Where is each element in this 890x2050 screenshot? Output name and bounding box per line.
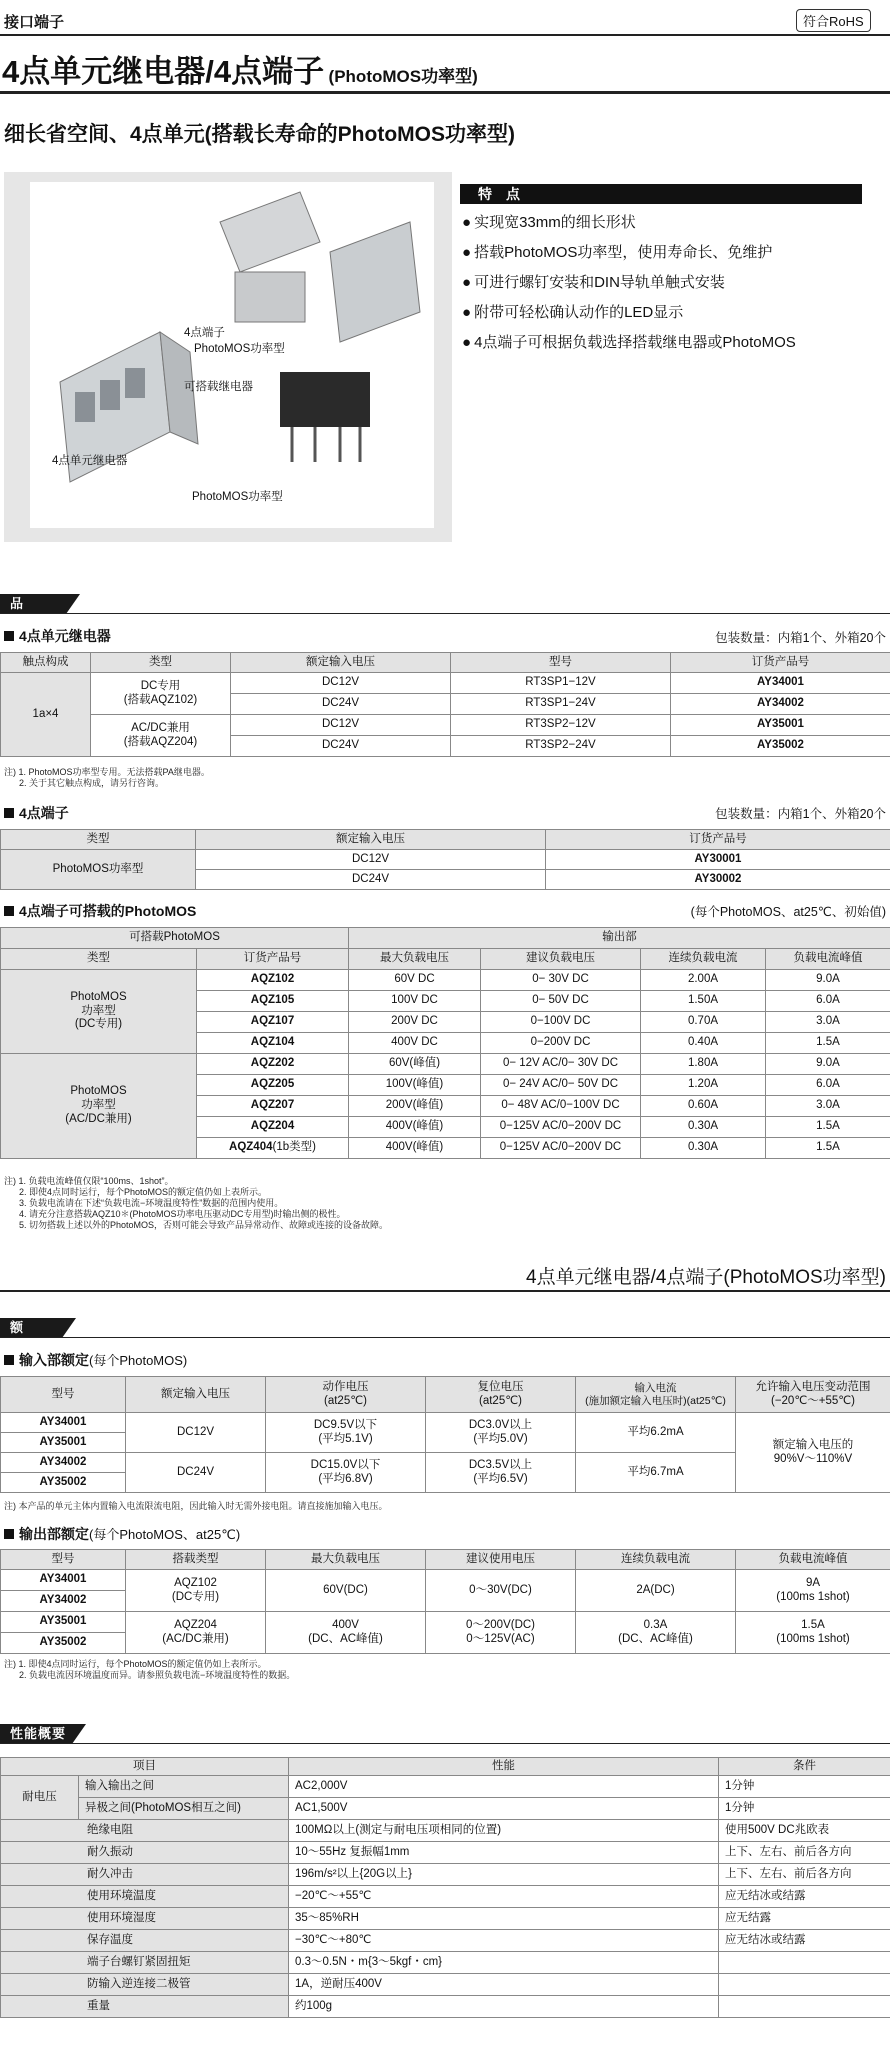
cell: [719, 1952, 890, 1974]
feature-item: ● 搭载PhotoMOS功率型，使用寿命长、免维护: [460, 238, 862, 268]
cell: DC9.5V以下 (平均5.1V): [266, 1413, 426, 1453]
th: 额定输入电压: [196, 830, 546, 850]
photo-frame: [30, 182, 434, 528]
type-cell: PhotoMOS 功率型 (AC/DC兼用): [1, 1054, 197, 1159]
type-cell: PhotoMOS 功率型 (DC专用): [1, 970, 197, 1054]
label-terminal-photomos: PhotoMOS功率型: [194, 343, 285, 355]
features-box: [460, 184, 862, 358]
relay-notes: 注) 1. PhotoMOS功率型专用。无法搭载PA继电器。 2. 关于其它触点构成，请另行咨询。: [4, 767, 210, 788]
cell: 0.30A: [641, 1138, 766, 1159]
cell: RT3SP1−24V: [451, 694, 671, 715]
cell: RT3SP2−12V: [451, 715, 671, 736]
cell: 平均6.2mA: [576, 1413, 736, 1453]
part-cell: AQZ207: [197, 1096, 349, 1117]
cell: DC12V: [126, 1413, 266, 1453]
th: 订货产品号: [671, 653, 890, 673]
type-cell: PhotoMOS功率型: [1, 850, 196, 890]
cell: 400V (DC、AC峰值): [266, 1612, 426, 1654]
cell: RT3SP1−12V: [451, 673, 671, 694]
input-rating-notes: 注) 本产品的单元主体内置输入电流限流电阻，因此输入时无需外接电阻。请直接施加输入电压。: [4, 1501, 388, 1511]
cell: 9.0A: [766, 970, 890, 991]
th-group: 输出部: [349, 928, 890, 949]
cell: DC12V: [231, 673, 451, 694]
th: 型号: [1, 1550, 126, 1570]
cell: 3.0A: [766, 1012, 890, 1033]
title-rule: [0, 91, 890, 94]
title-sub: (PhotoMOS功率型): [328, 67, 478, 86]
cell: 60V(DC): [266, 1570, 426, 1612]
performance-section-header: 性能概要: [0, 1724, 72, 1744]
page2-rule: [0, 1290, 890, 1292]
row-label: 耐久冲击: [1, 1864, 289, 1886]
cell: 应无结冰或结露: [719, 1886, 890, 1908]
part-cell: AQZ204: [197, 1117, 349, 1138]
terminal-image: [220, 192, 320, 322]
model-cell: AY34001: [1, 1413, 126, 1433]
order-cell: AY30001: [546, 850, 890, 870]
cell: 9.0A: [766, 1054, 890, 1075]
cell: 6.0A: [766, 991, 890, 1012]
th-group: 可搭载PhotoMOS: [1, 928, 349, 949]
th: 类型: [91, 653, 231, 673]
product-photo-area: [4, 172, 452, 542]
cell: 0−125V AC/0−200V DC: [481, 1117, 641, 1138]
type-cell: DC专用 (搭载AQZ102): [91, 673, 231, 715]
th: 允许输入电压变动范围 (−20℃～+55℃): [736, 1377, 890, 1413]
label-photomos: PhotoMOS功率型: [192, 491, 283, 503]
cell: DC24V: [196, 870, 546, 890]
th: 建议负载电压: [481, 949, 641, 970]
cell: 0− 50V DC: [481, 991, 641, 1012]
cell: 0.3～0.5N・m{3～5kgf・cm}: [289, 1952, 719, 1974]
model-cell: AY35002: [1, 1473, 126, 1493]
row-group-label: 耐电压: [1, 1776, 79, 1820]
cell: −30℃～+80℃: [289, 1930, 719, 1952]
cell: DC15.0V以下 (平均6.8V): [266, 1453, 426, 1493]
cell: −20℃～+55℃: [289, 1886, 719, 1908]
cell: 应无结冰或结露: [719, 1930, 890, 1952]
th: 负载电流峰值: [766, 949, 890, 970]
cell: DC24V: [231, 736, 451, 757]
cell: 400V(峰值): [349, 1117, 481, 1138]
cell: 60V DC: [349, 970, 481, 991]
products-rule: [0, 613, 890, 614]
cell: 200V(峰值): [349, 1096, 481, 1117]
cell: 0.30A: [641, 1117, 766, 1138]
cell: 0.3A (DC、AC峰值): [576, 1612, 736, 1654]
th: 连续负载电流: [641, 949, 766, 970]
part-cell: AQZ205: [197, 1075, 349, 1096]
row-label: 重量: [1, 1996, 289, 2018]
cell: 0−200V DC: [481, 1033, 641, 1054]
cell: 100V(峰值): [349, 1075, 481, 1096]
model-cell: AY34002: [1, 1591, 126, 1612]
order-cell: AY34001: [671, 673, 890, 694]
output-rating-title: 输出部额定(每个PhotoMOS、at25℃): [4, 1525, 240, 1544]
cell: 1.5A (100ms 1shot): [736, 1612, 890, 1654]
cell: 0− 24V AC/0− 50V DC: [481, 1075, 641, 1096]
cell: 上下、左右、前后各方向: [719, 1842, 890, 1864]
cell: [719, 1974, 890, 1996]
cell: 额定输入电压的 90%V～110%V: [736, 1413, 890, 1493]
cell: 1分钟: [719, 1798, 890, 1820]
cell: 196m/s²以上{20G以上}: [289, 1864, 719, 1886]
row-label: 绝缘电阻: [1, 1820, 289, 1842]
cell: [719, 1996, 890, 2018]
th: 连续负载电流: [576, 1550, 736, 1570]
cell: 使用500V DC兆欧表: [719, 1820, 890, 1842]
cell: DC3.5V以上 (平均6.5V): [426, 1453, 576, 1493]
cell: 0.40A: [641, 1033, 766, 1054]
mountable-cond: (每个PhotoMOS、at25℃、初始值): [690, 905, 886, 919]
header-rule: [0, 34, 890, 36]
cell: 0− 12V AC/0− 30V DC: [481, 1054, 641, 1075]
row-label: 防输入逆连接二极管: [1, 1974, 289, 1996]
row-label: 异极之间(PhotoMOS相互之间): [79, 1798, 289, 1820]
rating-rule: [0, 1337, 890, 1338]
feature-item: ● 4点端子可根据负载选择搭载继电器或PhotoMOS: [460, 328, 862, 358]
cell: 0− 48V AC/0−100V DC: [481, 1096, 641, 1117]
cell: DC24V: [126, 1453, 266, 1493]
title-main: 4点单元继电器/4点端子: [2, 54, 325, 89]
cell: AQZ204 (AC/DC兼用): [126, 1612, 266, 1654]
part-cell: AQZ102: [197, 970, 349, 991]
mountable-notes: 注) 1. 负载电流峰值仅限“100ms、1shot”。 2. 即使4点同时运行，每个PhotoMOS的额定值仍如上表所示。 3. 负载电流请在下述“负载电流−环境温度特性”数据的范围内使用。 4. 请充分注意搭载AQZ10＊(PhotoMOS功率电压驱动DC专用型)时输出侧的极性。 5. 切勿搭载上述以外的PhotoMOS，否则可能会导致产品异常动作、故障或连接的设备故障。: [4, 1176, 389, 1230]
rohs-badge: 符合RoHS: [796, 9, 871, 32]
cell: 100V DC: [349, 991, 481, 1012]
cell: 200V DC: [349, 1012, 481, 1033]
cell: 1分钟: [719, 1776, 890, 1798]
relay-title: 4点单元继电器: [4, 627, 111, 645]
th: 复位电压 (at25℃): [426, 1377, 576, 1413]
cell: 约100g: [289, 1996, 719, 2018]
th: 额定输入电压: [231, 653, 451, 673]
part-cell: AQZ104: [197, 1033, 349, 1054]
type-cell: AC/DC兼用 (搭载AQZ204): [91, 715, 231, 757]
cell: 400V(峰值): [349, 1138, 481, 1159]
cell: 0− 30V DC: [481, 970, 641, 991]
mountable-table: [0, 927, 890, 1159]
cell: 平均6.7mA: [576, 1453, 736, 1493]
features-list: [460, 208, 862, 358]
performance-table: [0, 1757, 890, 2018]
input-rating-table: [0, 1376, 890, 1493]
part-cell: AQZ202: [197, 1054, 349, 1075]
cell: DC12V: [196, 850, 546, 870]
mountable-title: 4点端子可搭载的PhotoMOS: [4, 902, 196, 920]
features-title: 特 点: [460, 184, 862, 204]
th: 类型: [1, 949, 197, 970]
th: 输入电流 (施加额定输入电压时)(at25℃): [576, 1377, 736, 1413]
order-cell: AY34002: [671, 694, 890, 715]
row-label: 保存温度: [1, 1930, 289, 1952]
feature-item: ● 实现宽33mm的细长形状: [460, 208, 862, 238]
cell: 1.80A: [641, 1054, 766, 1075]
row-label: 端子台螺钉紧固扭矩: [1, 1952, 289, 1974]
cell: DC12V: [231, 715, 451, 736]
row-label: 使用环境湿度: [1, 1908, 289, 1930]
cell: 0−125V AC/0−200V DC: [481, 1138, 641, 1159]
th: 性能: [289, 1758, 719, 1776]
feature-item: ● 可进行螺钉安装和DIN导轨单触式安装: [460, 268, 862, 298]
part-cell: AQZ105: [197, 991, 349, 1012]
cell: 10～55Hz 复振幅1mm: [289, 1842, 719, 1864]
cell: 1.5A: [766, 1033, 890, 1054]
cell: 0.70A: [641, 1012, 766, 1033]
part-cell: AQZ107: [197, 1012, 349, 1033]
page-subtitle: 细长省空间、4点单元(搭载长寿命的PhotoMOS功率型): [4, 123, 515, 146]
cell: 1.5A: [766, 1117, 890, 1138]
th: 型号: [451, 653, 671, 673]
order-cell: AY35002: [671, 736, 890, 757]
cover-image: [330, 222, 420, 342]
th: 触点构成: [1, 653, 91, 673]
cell: AC2,000V: [289, 1776, 719, 1798]
cell: 0−100V DC: [481, 1012, 641, 1033]
th: 类型: [1, 830, 196, 850]
relay-pack: 包装数量：内箱1个、外箱20个: [715, 631, 886, 645]
model-cell: AY35002: [1, 1633, 126, 1654]
cell: 35～85%RH: [289, 1908, 719, 1930]
photomos-image: [280, 372, 370, 462]
th: 订货产品号: [197, 949, 349, 970]
th: 动作电压 (at25℃): [266, 1377, 426, 1413]
relay-table: [0, 652, 890, 757]
order-cell: AY35001: [671, 715, 890, 736]
contact-cell: 1a×4: [1, 673, 91, 757]
cell: 上下、左右、前后各方向: [719, 1864, 890, 1886]
cell: DC3.0V以上 (平均5.0V): [426, 1413, 576, 1453]
row-label: 输入输出之间: [79, 1776, 289, 1798]
cell: 应无结露: [719, 1908, 890, 1930]
label-mountable: 可搭载继电器: [184, 381, 253, 393]
th: 最大负载电压: [349, 949, 481, 970]
th: 额定输入电压: [126, 1377, 266, 1413]
cell: DC24V: [231, 694, 451, 715]
rating-section-header: 额 定: [0, 1318, 62, 1338]
cell: 1.20A: [641, 1075, 766, 1096]
part-cell: AQZ404(1b类型): [197, 1138, 349, 1159]
terminal-pack: 包装数量：内箱1个、外箱20个: [715, 807, 886, 821]
cell: 2A(DC): [576, 1570, 736, 1612]
feature-item: ● 附带可轻松确认动作的LED显示: [460, 298, 862, 328]
cell: 6.0A: [766, 1075, 890, 1096]
cell: 9A (100ms 1shot): [736, 1570, 890, 1612]
row-label: 使用环境温度: [1, 1886, 289, 1908]
th: 建议使用电压: [426, 1550, 576, 1570]
cell: AC1,500V: [289, 1798, 719, 1820]
page2-header-title: 4点单元继电器/4点端子(PhotoMOS功率型): [526, 1267, 886, 1288]
cell: 1.50A: [641, 991, 766, 1012]
products-section-header: 品 种: [0, 594, 66, 614]
row-label: 耐久振动: [1, 1842, 289, 1864]
cell: 0.60A: [641, 1096, 766, 1117]
model-cell: AY34001: [1, 1570, 126, 1591]
model-cell: AY34002: [1, 1453, 126, 1473]
cell: 1A，逆耐压400V: [289, 1974, 719, 1996]
cell: 2.00A: [641, 970, 766, 991]
cell: 60V(峰值): [349, 1054, 481, 1075]
th: 项目: [1, 1758, 289, 1776]
cell: 100MΩ以上(测定与耐电压项相同的位置): [289, 1820, 719, 1842]
output-rating-table: [0, 1549, 890, 1654]
cell: 3.0A: [766, 1096, 890, 1117]
order-cell: AY30002: [546, 870, 890, 890]
cell: RT3SP2−24V: [451, 736, 671, 757]
input-rating-title: 输入部额定(每个PhotoMOS): [4, 1351, 187, 1370]
cell: 400V DC: [349, 1033, 481, 1054]
cell: 0～30V(DC): [426, 1570, 576, 1612]
cell: 1.5A: [766, 1138, 890, 1159]
th: 订货产品号: [546, 830, 890, 850]
cell: AQZ102 (DC专用): [126, 1570, 266, 1612]
th: 型号: [1, 1377, 126, 1413]
terminal-table: [0, 829, 890, 890]
category-label: 接口端子: [4, 14, 65, 31]
performance-rule: [0, 1743, 890, 1744]
model-cell: AY35001: [1, 1612, 126, 1633]
th: 搭载类型: [126, 1550, 266, 1570]
model-cell: AY35001: [1, 1433, 126, 1453]
label-unit: 4点单元继电器: [52, 455, 128, 467]
output-rating-notes: 注) 1. 即使4点同时运行，每个PhotoMOS的额定值仍如上表所示。 2. 负载电流因环境温度而异。请参照负载电流−环境温度特性的数据。: [4, 1659, 296, 1680]
th: 负载电流峰值: [736, 1550, 890, 1570]
terminal-title: 4点端子: [4, 804, 69, 822]
th: 条件: [719, 1758, 890, 1776]
page-title: [2, 46, 478, 91]
th: 最大负载电压: [266, 1550, 426, 1570]
cell: 0～200V(DC) 0～125V(AC): [426, 1612, 576, 1654]
label-terminal: 4点端子: [184, 327, 225, 339]
